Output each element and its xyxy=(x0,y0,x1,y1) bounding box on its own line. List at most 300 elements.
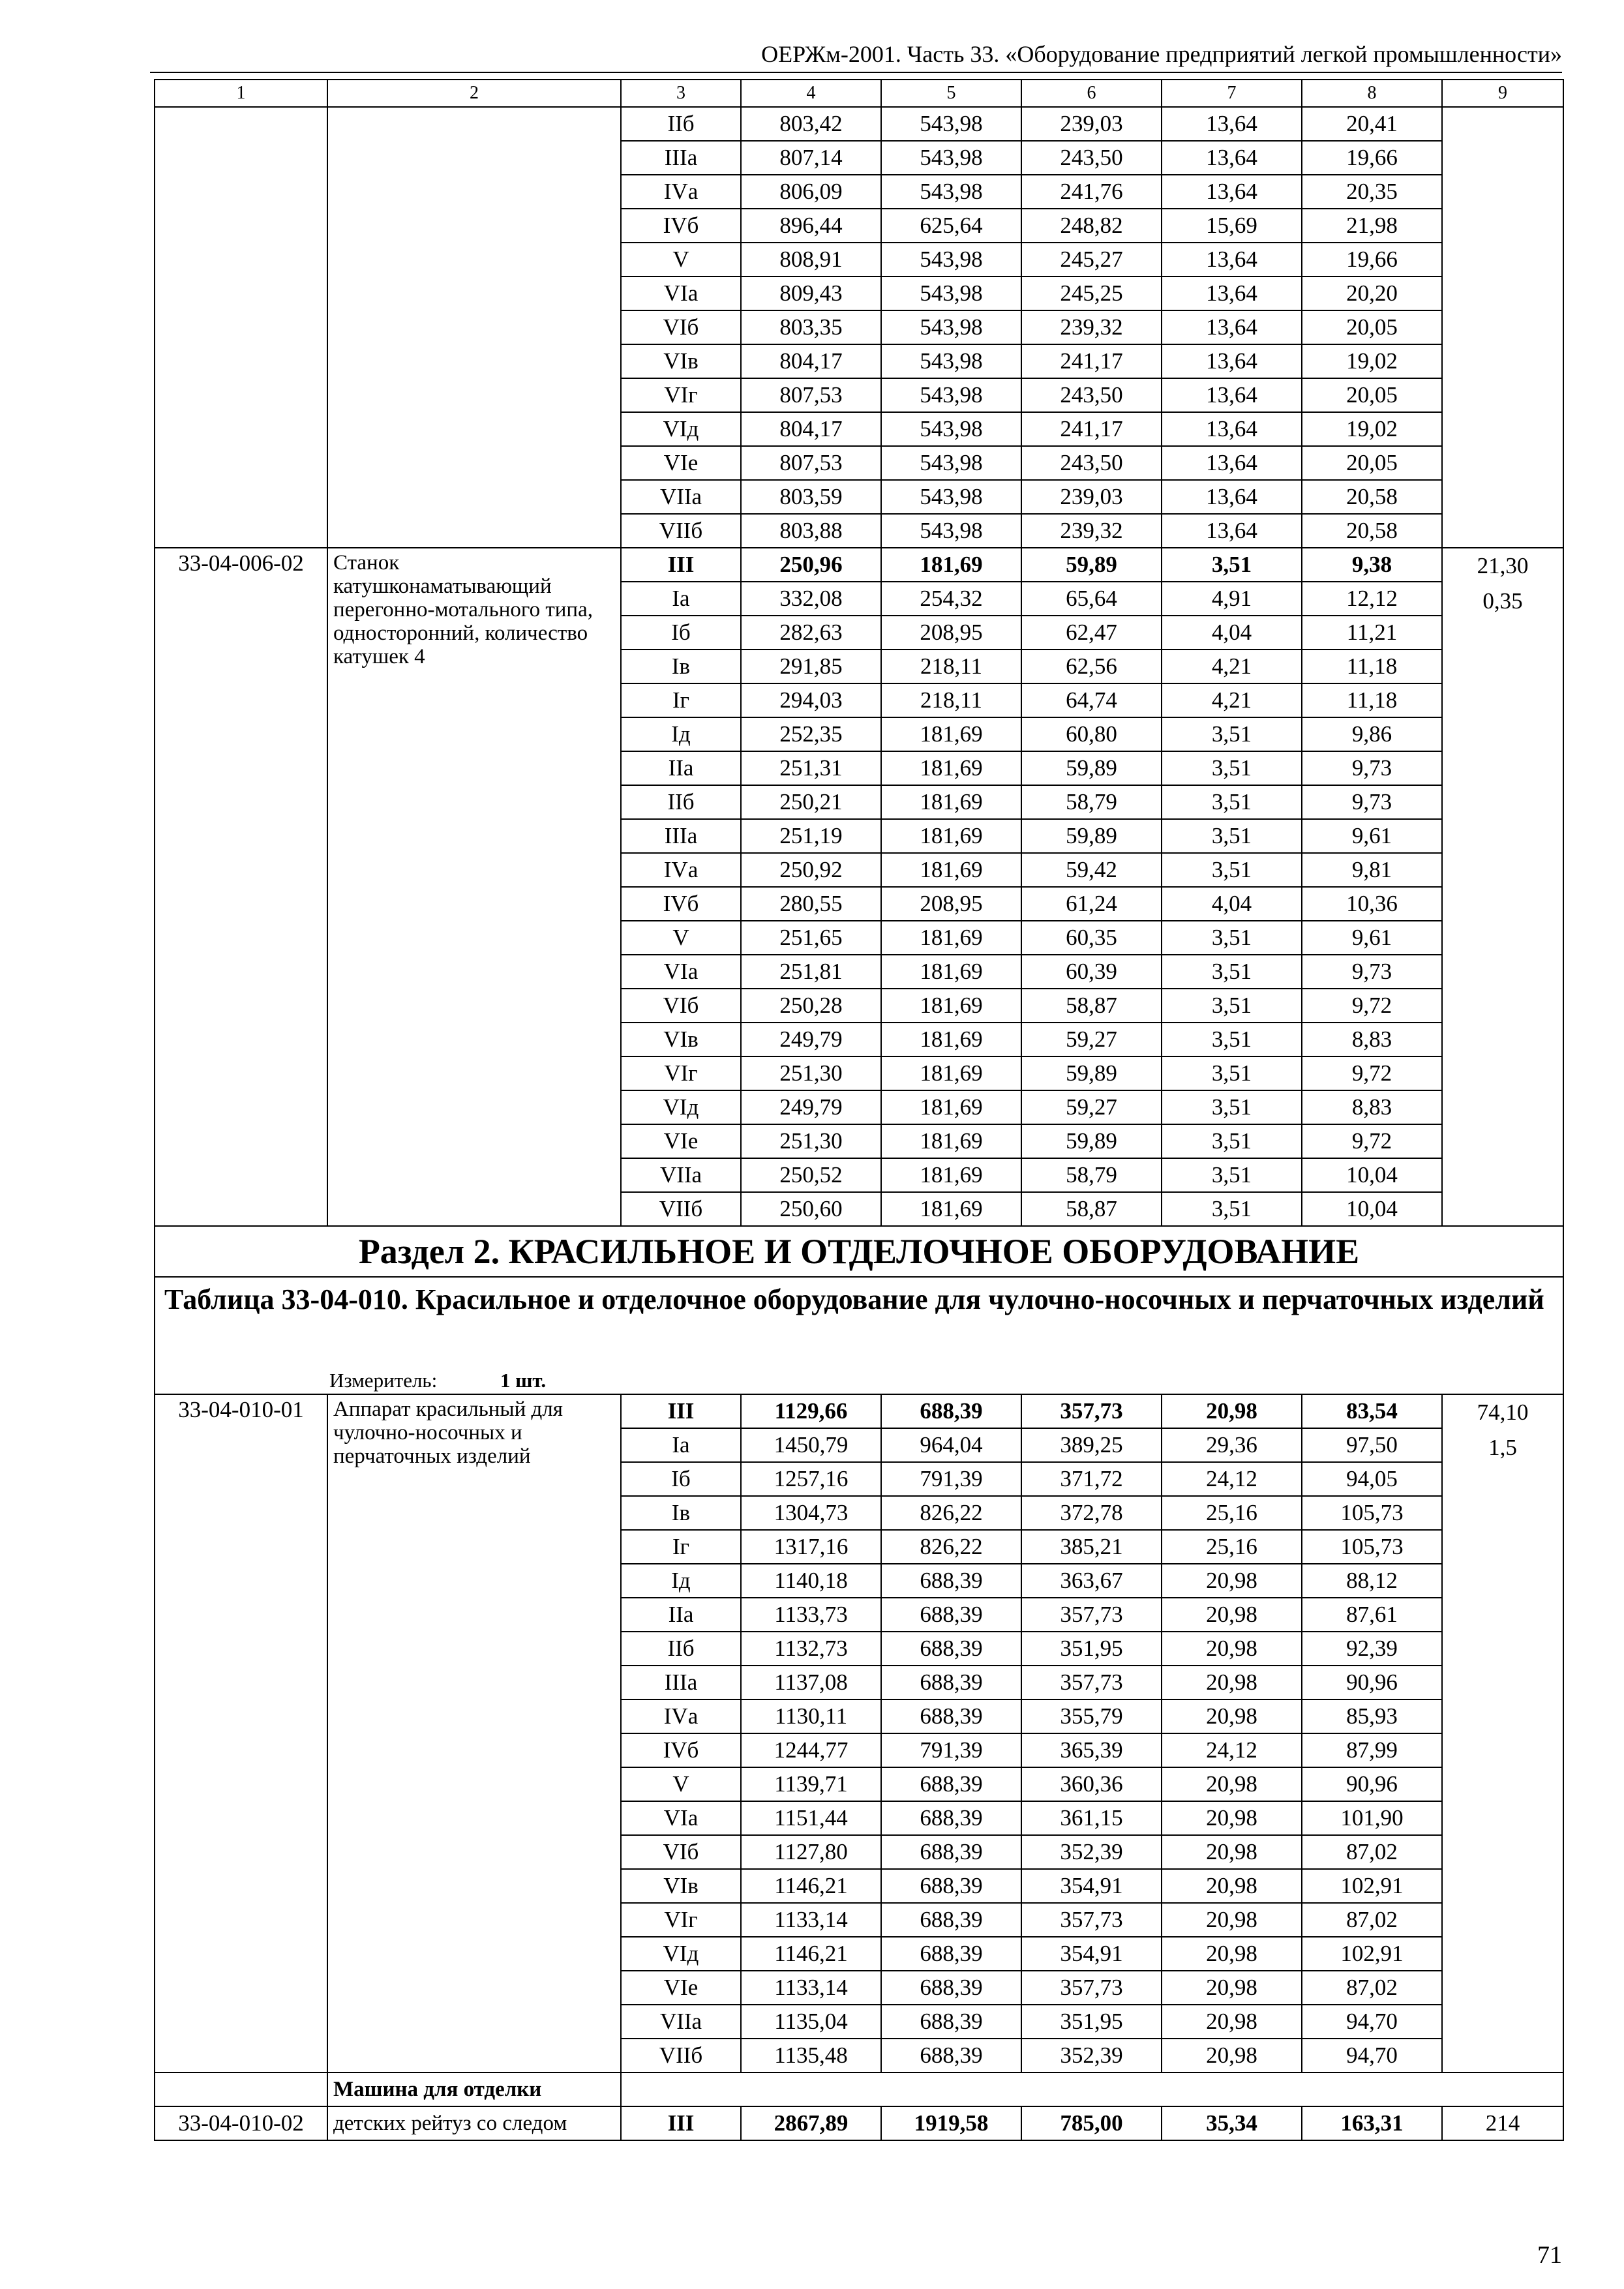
value-cell: 241,76 xyxy=(1021,175,1162,209)
value-cell: 543,98 xyxy=(881,243,1021,277)
table-row xyxy=(155,2106,1563,2140)
value-cell: 543,98 xyxy=(881,141,1021,175)
value-cell: 543,98 xyxy=(881,344,1021,378)
section-row xyxy=(155,1226,1563,1277)
value-cell: 8,83 xyxy=(1302,1023,1442,1056)
value-cell: 688,39 xyxy=(881,1767,1021,1801)
value-cell: 163,31 xyxy=(1302,2106,1442,2140)
value-cell: 20,58 xyxy=(1302,514,1442,548)
value-cell: 241,17 xyxy=(1021,412,1162,446)
value-cell: 239,32 xyxy=(1021,514,1162,548)
value-cell: 1146,21 xyxy=(741,1937,881,1971)
value-cell: 58,87 xyxy=(1021,989,1162,1023)
value-cell: 13,64 xyxy=(1162,277,1302,310)
value-cell: 355,79 xyxy=(1021,1699,1162,1733)
value-cell: 372,78 xyxy=(1021,1496,1162,1530)
value-cell: 3,51 xyxy=(1162,1023,1302,1056)
value-cell: 20,98 xyxy=(1162,1564,1302,1598)
value-cell: 251,30 xyxy=(741,1056,881,1090)
value-cell: 105,73 xyxy=(1302,1530,1442,1564)
value-cell: 12,12 xyxy=(1302,582,1442,616)
item-code: 33-04-006-02 xyxy=(155,548,327,1226)
value-cell: 59,89 xyxy=(1021,819,1162,853)
extra-values xyxy=(1442,107,1563,548)
value-cell: 389,25 xyxy=(1021,1428,1162,1462)
value-cell: 13,64 xyxy=(1162,446,1302,480)
value-cell: 59,89 xyxy=(1021,751,1162,785)
zone-cell: VIд xyxy=(621,412,741,446)
value-cell: 105,73 xyxy=(1302,1496,1442,1530)
value-cell: 249,79 xyxy=(741,1023,881,1056)
value-cell: 24,12 xyxy=(1162,1462,1302,1496)
value-cell: 10,04 xyxy=(1302,1192,1442,1226)
value-cell: 13,64 xyxy=(1162,175,1302,209)
value-cell: 20,98 xyxy=(1162,1903,1302,1937)
value-cell: 243,50 xyxy=(1021,378,1162,412)
value-cell: 90,96 xyxy=(1302,1767,1442,1801)
zone-cell: VIIб xyxy=(621,1192,741,1226)
zone-cell: V xyxy=(621,921,741,955)
extra-value: 0,35 xyxy=(1482,588,1523,614)
value-cell: 543,98 xyxy=(881,446,1021,480)
value-cell: 20,98 xyxy=(1162,1767,1302,1801)
value-cell: 9,61 xyxy=(1302,819,1442,853)
value-cell: 826,22 xyxy=(881,1530,1021,1564)
value-cell: 3,51 xyxy=(1162,785,1302,819)
zone-cell: IIа xyxy=(621,751,741,785)
subgroup-title: Машина для отделки xyxy=(327,2072,621,2106)
value-cell: 59,27 xyxy=(1021,1023,1162,1056)
value-cell: 4,21 xyxy=(1162,683,1302,717)
value-cell: 1133,14 xyxy=(741,1971,881,2005)
value-cell: 543,98 xyxy=(881,175,1021,209)
column-number: 9 xyxy=(1442,80,1563,107)
value-cell: 241,17 xyxy=(1021,344,1162,378)
table-title-row xyxy=(155,1277,1563,1368)
zone-cell: VIг xyxy=(621,1903,741,1937)
zone-cell: Iв xyxy=(621,650,741,683)
zone-cell: VIе xyxy=(621,1971,741,2005)
value-cell: 15,69 xyxy=(1162,209,1302,243)
value-cell: 61,24 xyxy=(1021,887,1162,921)
value-cell: 59,89 xyxy=(1021,1056,1162,1090)
value-cell: 60,39 xyxy=(1021,955,1162,989)
value-cell: 90,96 xyxy=(1302,1666,1442,1699)
value-cell: 250,60 xyxy=(741,1192,881,1226)
zone-cell: Iг xyxy=(621,1530,741,1564)
value-cell: 357,73 xyxy=(1021,1598,1162,1632)
value-cell: 3,51 xyxy=(1162,1090,1302,1124)
value-cell: 181,69 xyxy=(881,921,1021,955)
value-cell: 87,99 xyxy=(1302,1733,1442,1767)
value-cell: 88,12 xyxy=(1302,1564,1442,1598)
value-cell: 254,32 xyxy=(881,582,1021,616)
value-cell: 239,03 xyxy=(1021,480,1162,514)
value-cell: 181,69 xyxy=(881,1090,1021,1124)
value-cell: 803,59 xyxy=(741,480,881,514)
value-cell: 1146,21 xyxy=(741,1869,881,1903)
column-number: 5 xyxy=(881,80,1021,107)
value-cell: 24,12 xyxy=(1162,1733,1302,1767)
value-cell: 20,98 xyxy=(1162,1971,1302,2005)
value-cell: 208,95 xyxy=(881,616,1021,650)
value-cell: 3,51 xyxy=(1162,1124,1302,1158)
value-cell: 20,05 xyxy=(1302,310,1442,344)
zone-cell: VIг xyxy=(621,1056,741,1090)
value-cell: 688,39 xyxy=(881,1564,1021,1598)
value-cell: 688,39 xyxy=(881,2005,1021,2039)
zone-cell: VIб xyxy=(621,1835,741,1869)
column-number-row xyxy=(155,80,1563,107)
value-cell: 294,03 xyxy=(741,683,881,717)
value-cell: 181,69 xyxy=(881,853,1021,887)
value-cell: 4,04 xyxy=(1162,616,1302,650)
value-cell: 92,39 xyxy=(1302,1632,1442,1666)
value-cell: 357,73 xyxy=(1021,1903,1162,1937)
value-cell: 239,32 xyxy=(1021,310,1162,344)
value-cell: 13,64 xyxy=(1162,107,1302,141)
value-cell: 3,51 xyxy=(1162,1056,1302,1090)
zone-cell: Iа xyxy=(621,1428,741,1462)
value-cell: 13,64 xyxy=(1162,141,1302,175)
value-cell: 181,69 xyxy=(881,717,1021,751)
zone-cell: V xyxy=(621,243,741,277)
zone-cell: Iб xyxy=(621,1462,741,1496)
zone-cell: IIIа xyxy=(621,819,741,853)
value-cell: 19,66 xyxy=(1302,141,1442,175)
running-header: ОЕРЖм-2001. Часть 33. «Оборудование предприятий легкой промышленности» xyxy=(761,41,1562,67)
value-cell: 688,39 xyxy=(881,2039,1021,2072)
value-cell: 3,51 xyxy=(1162,1192,1302,1226)
value-cell: 13,64 xyxy=(1162,514,1302,548)
value-cell: 59,42 xyxy=(1021,853,1162,887)
value-cell: 250,92 xyxy=(741,853,881,887)
extra-values xyxy=(1442,1394,1563,2072)
meter xyxy=(155,1368,1563,1394)
value-cell: 9,38 xyxy=(1302,548,1442,582)
value-cell: 3,51 xyxy=(1162,1158,1302,1192)
zone-cell: Iб xyxy=(621,616,741,650)
value-cell: 9,73 xyxy=(1302,785,1442,819)
value-cell: 102,91 xyxy=(1302,1937,1442,1971)
value-cell: 357,73 xyxy=(1021,1666,1162,1699)
value-cell: 964,04 xyxy=(881,1428,1021,1462)
zone-cell: VIд xyxy=(621,1090,741,1124)
value-cell: 59,89 xyxy=(1021,548,1162,582)
value-cell: 543,98 xyxy=(881,310,1021,344)
zone-cell: VIв xyxy=(621,344,741,378)
value-cell: 13,64 xyxy=(1162,344,1302,378)
value-cell: 803,42 xyxy=(741,107,881,141)
value-cell: 60,80 xyxy=(1021,717,1162,751)
value-cell: 239,03 xyxy=(1021,107,1162,141)
value-cell: 58,79 xyxy=(1021,1158,1162,1192)
value-cell: 785,00 xyxy=(1021,2106,1162,2140)
value-cell: 352,39 xyxy=(1021,1835,1162,1869)
value-cell: 354,91 xyxy=(1021,1937,1162,1971)
value-cell: 804,17 xyxy=(741,344,881,378)
value-cell: 181,69 xyxy=(881,1023,1021,1056)
item-code: 33-04-010-02 xyxy=(155,2106,327,2140)
value-cell: 3,51 xyxy=(1162,751,1302,785)
value-cell: 1151,44 xyxy=(741,1801,881,1835)
value-cell: 85,93 xyxy=(1302,1699,1442,1733)
value-cell: 4,21 xyxy=(1162,650,1302,683)
subgroup-row xyxy=(155,2072,1563,2106)
value-cell: 20,98 xyxy=(1162,2005,1302,2039)
value-cell: 13,64 xyxy=(1162,412,1302,446)
value-cell: 1135,48 xyxy=(741,2039,881,2072)
value-cell: 20,35 xyxy=(1302,175,1442,209)
value-cell: 1133,14 xyxy=(741,1903,881,1937)
zone-cell: IVа xyxy=(621,175,741,209)
value-cell: 1127,80 xyxy=(741,1835,881,1869)
value-cell: 20,98 xyxy=(1162,1869,1302,1903)
value-cell: 20,05 xyxy=(1302,378,1442,412)
value-cell: 803,35 xyxy=(741,310,881,344)
value-cell: 248,82 xyxy=(1021,209,1162,243)
value-cell: 688,39 xyxy=(881,1903,1021,1937)
value-cell: 363,67 xyxy=(1021,1564,1162,1598)
value-cell: 245,25 xyxy=(1021,277,1162,310)
value-cell: 3,51 xyxy=(1162,819,1302,853)
zone-cell: IIб xyxy=(621,1632,741,1666)
value-cell: 807,53 xyxy=(741,446,881,480)
value-cell: 4,91 xyxy=(1162,582,1302,616)
value-cell: 625,64 xyxy=(881,209,1021,243)
value-cell: 807,14 xyxy=(741,141,881,175)
zone-cell: VIв xyxy=(621,1869,741,1903)
value-cell: 250,28 xyxy=(741,989,881,1023)
zone-cell: IVа xyxy=(621,853,741,887)
value-cell: 543,98 xyxy=(881,412,1021,446)
meter-value: 1 шт. xyxy=(500,1369,547,1392)
value-cell: 250,96 xyxy=(741,548,881,582)
value-cell: 1129,66 xyxy=(741,1394,881,1428)
value-cell: 20,58 xyxy=(1302,480,1442,514)
value-cell: 181,69 xyxy=(881,751,1021,785)
zone-cell: Iд xyxy=(621,717,741,751)
extra-values xyxy=(1442,548,1563,1226)
value-cell: 354,91 xyxy=(1021,1869,1162,1903)
zone-cell: IIа xyxy=(621,1598,741,1632)
zone-cell: V xyxy=(621,1767,741,1801)
value-cell: 1450,79 xyxy=(741,1428,881,1462)
value-cell: 25,16 xyxy=(1162,1496,1302,1530)
zone-cell: IVа xyxy=(621,1699,741,1733)
value-cell: 332,08 xyxy=(741,582,881,616)
zone-cell: IVб xyxy=(621,1733,741,1767)
value-cell: 65,64 xyxy=(1021,582,1162,616)
value-cell: 97,50 xyxy=(1302,1428,1442,1462)
column-number: 3 xyxy=(621,80,741,107)
item-description: детских рейтуз со следом xyxy=(327,2106,621,2140)
value-cell: 20,98 xyxy=(1162,1835,1302,1869)
value-cell: 688,39 xyxy=(881,1937,1021,1971)
value-cell: 3,51 xyxy=(1162,989,1302,1023)
zone-cell: VIIа xyxy=(621,480,741,514)
column-number: 4 xyxy=(741,80,881,107)
value-cell: 20,05 xyxy=(1302,446,1442,480)
value-cell: 13,64 xyxy=(1162,243,1302,277)
value-cell: 3,51 xyxy=(1162,853,1302,887)
zone-cell: IIб xyxy=(621,107,741,141)
value-cell: 9,73 xyxy=(1302,955,1442,989)
value-cell: 1919,58 xyxy=(881,2106,1021,2140)
value-cell: 1132,73 xyxy=(741,1632,881,1666)
extra-value: 21,30 xyxy=(1477,553,1529,578)
value-cell: 181,69 xyxy=(881,785,1021,819)
value-cell: 181,69 xyxy=(881,1158,1021,1192)
value-cell: 250,52 xyxy=(741,1158,881,1192)
value-cell: 8,83 xyxy=(1302,1090,1442,1124)
value-cell: 19,02 xyxy=(1302,412,1442,446)
value-cell: 64,74 xyxy=(1021,683,1162,717)
value-cell: 94,70 xyxy=(1302,2039,1442,2072)
item-description: Станок катушконаматывающий перегонно-мотального типа, односторонний, количество катушек 4 xyxy=(327,548,621,1226)
page-number: 71 xyxy=(1537,2241,1562,2269)
value-cell: 9,81 xyxy=(1302,853,1442,887)
value-cell: 1133,73 xyxy=(741,1598,881,1632)
value-cell: 9,72 xyxy=(1302,989,1442,1023)
value-cell: 365,39 xyxy=(1021,1733,1162,1767)
value-cell: 791,39 xyxy=(881,1733,1021,1767)
section-title: Раздел 2. КРАСИЛЬНОЕ И ОТДЕЛОЧНОЕ ОБОРУДОВАНИЕ xyxy=(155,1226,1563,1277)
value-cell: 87,02 xyxy=(1302,1903,1442,1937)
value-cell: 808,91 xyxy=(741,243,881,277)
column-number: 1 xyxy=(155,80,327,107)
value-cell: 1135,04 xyxy=(741,2005,881,2039)
value-cell: 87,02 xyxy=(1302,1971,1442,2005)
value-cell: 251,65 xyxy=(741,921,881,955)
value-cell: 58,79 xyxy=(1021,785,1162,819)
value-cell: 357,73 xyxy=(1021,1394,1162,1428)
zone-cell: VIIб xyxy=(621,514,741,548)
value-cell: 1244,77 xyxy=(741,1733,881,1767)
value-cell: 1304,73 xyxy=(741,1496,881,1530)
item-description xyxy=(327,107,621,548)
extra-value: 214 xyxy=(1442,2106,1563,2140)
value-cell: 543,98 xyxy=(881,107,1021,141)
value-cell: 688,39 xyxy=(881,1971,1021,2005)
value-cell: 20,98 xyxy=(1162,1699,1302,1733)
value-cell: 9,86 xyxy=(1302,717,1442,751)
value-cell: 181,69 xyxy=(881,548,1021,582)
zone-cell: Iг xyxy=(621,683,741,717)
value-cell: 1130,11 xyxy=(741,1699,881,1733)
value-cell: 19,02 xyxy=(1302,344,1442,378)
value-cell: 13,64 xyxy=(1162,310,1302,344)
value-cell: 803,88 xyxy=(741,514,881,548)
zone-cell: IVб xyxy=(621,209,741,243)
price-table xyxy=(154,79,1564,2141)
column-number: 6 xyxy=(1021,80,1162,107)
column-number: 7 xyxy=(1162,80,1302,107)
value-cell: 3,51 xyxy=(1162,921,1302,955)
value-cell: 688,39 xyxy=(881,1835,1021,1869)
value-cell: 35,34 xyxy=(1162,2106,1302,2140)
value-cell: 250,21 xyxy=(741,785,881,819)
table-row xyxy=(155,107,1563,141)
value-cell: 20,98 xyxy=(1162,1666,1302,1699)
value-cell: 249,79 xyxy=(741,1090,881,1124)
table-row xyxy=(155,548,1563,582)
value-cell: 806,09 xyxy=(741,175,881,209)
value-cell: 2867,89 xyxy=(741,2106,881,2140)
value-cell: 1137,08 xyxy=(741,1666,881,1699)
value-cell: 83,54 xyxy=(1302,1394,1442,1428)
value-cell: 371,72 xyxy=(1021,1462,1162,1496)
value-cell: 20,98 xyxy=(1162,1632,1302,1666)
value-cell: 21,98 xyxy=(1302,209,1442,243)
value-cell: 94,70 xyxy=(1302,2005,1442,2039)
value-cell: 60,35 xyxy=(1021,921,1162,955)
value-cell: 543,98 xyxy=(881,277,1021,310)
value-cell: 29,36 xyxy=(1162,1428,1302,1462)
value-cell: 20,98 xyxy=(1162,1598,1302,1632)
zone-cell: Iа xyxy=(621,582,741,616)
value-cell: 11,18 xyxy=(1302,683,1442,717)
value-cell: 20,41 xyxy=(1302,107,1442,141)
value-cell: 809,43 xyxy=(741,277,881,310)
zone-cell: VIб xyxy=(621,310,741,344)
value-cell: 94,05 xyxy=(1302,1462,1442,1496)
value-cell: 58,87 xyxy=(1021,1192,1162,1226)
value-cell: 4,04 xyxy=(1162,887,1302,921)
value-cell: 9,61 xyxy=(1302,921,1442,955)
value-cell: 25,16 xyxy=(1162,1530,1302,1564)
value-cell: 352,39 xyxy=(1021,2039,1162,2072)
zone-cell: VIа xyxy=(621,277,741,310)
value-cell: 280,55 xyxy=(741,887,881,921)
value-cell: 59,89 xyxy=(1021,1124,1162,1158)
value-cell: 3,51 xyxy=(1162,717,1302,751)
zone-cell: VIIб xyxy=(621,2039,741,2072)
zone-cell: Iв xyxy=(621,1496,741,1530)
zone-cell: III xyxy=(621,548,741,582)
value-cell: 11,21 xyxy=(1302,616,1442,650)
value-cell: 688,39 xyxy=(881,1869,1021,1903)
value-cell: 20,98 xyxy=(1162,1801,1302,1835)
value-cell: 9,72 xyxy=(1302,1124,1442,1158)
value-cell: 101,90 xyxy=(1302,1801,1442,1835)
value-cell: 291,85 xyxy=(741,650,881,683)
value-cell: 19,66 xyxy=(1302,243,1442,277)
value-cell: 245,27 xyxy=(1021,243,1162,277)
value-cell: 251,19 xyxy=(741,819,881,853)
value-cell: 3,51 xyxy=(1162,955,1302,989)
value-cell: 543,98 xyxy=(881,480,1021,514)
value-cell: 181,69 xyxy=(881,1124,1021,1158)
zone-cell: VIе xyxy=(621,446,741,480)
value-cell: 385,21 xyxy=(1021,1530,1162,1564)
zone-cell: VIIа xyxy=(621,2005,741,2039)
value-cell: 807,53 xyxy=(741,378,881,412)
value-cell: 181,69 xyxy=(881,1056,1021,1090)
empty-cell xyxy=(621,2072,1563,2106)
value-cell: 218,11 xyxy=(881,650,1021,683)
value-cell: 10,36 xyxy=(1302,887,1442,921)
value-cell: 251,81 xyxy=(741,955,881,989)
value-cell: 9,73 xyxy=(1302,751,1442,785)
value-cell: 208,95 xyxy=(881,887,1021,921)
value-cell: 243,50 xyxy=(1021,446,1162,480)
zone-cell: VIб xyxy=(621,989,741,1023)
item-code xyxy=(155,107,327,548)
item-code: 33-04-010-01 xyxy=(155,1394,327,2072)
zone-cell: Iд xyxy=(621,1564,741,1598)
value-cell: 282,63 xyxy=(741,616,881,650)
